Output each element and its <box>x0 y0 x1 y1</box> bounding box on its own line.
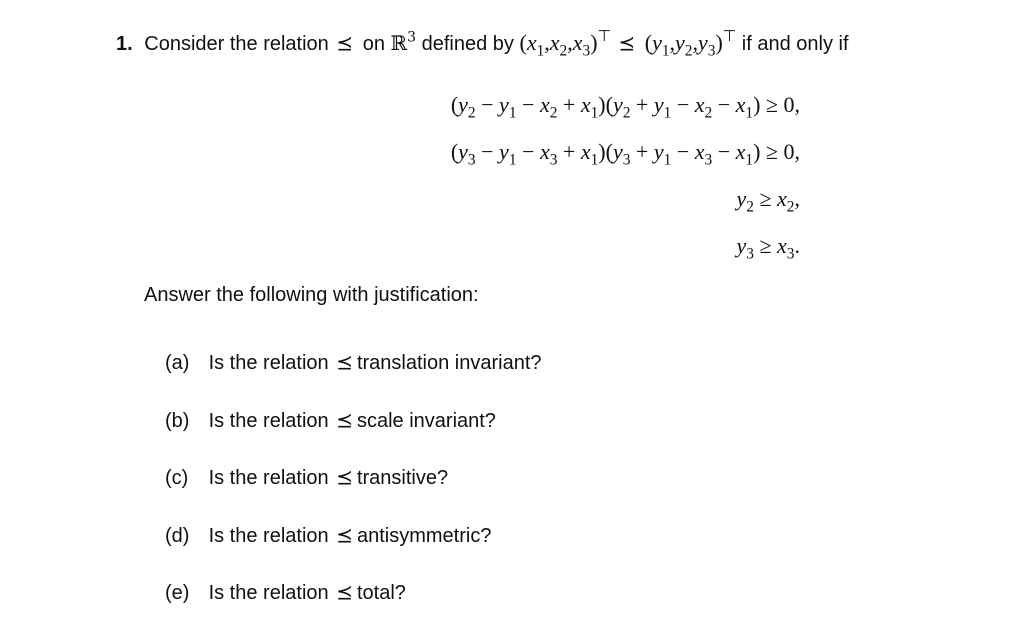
part-suffix: total? <box>356 582 406 604</box>
part-b <box>165 408 542 466</box>
condition-2: $(y_3 - y_1 - x_3 + x_1)(y_3 + y_1 - x_3 - x_1) \ge 0$, <box>450 139 800 169</box>
part-suffix: transitive? <box>356 467 449 489</box>
preceq-symbol: ⪯ <box>336 580 353 604</box>
condition-1: $(y_2 - y_1 - x_2 + x_1)(y_2 + y_1 - x_2 - x_1) \ge 0$, <box>450 92 800 122</box>
part-e <box>165 580 542 638</box>
part-suffix: translation invariant? <box>356 352 542 374</box>
part-prefix: Is the relation <box>208 352 329 374</box>
preceq-symbol: ⪯ <box>336 465 353 489</box>
part-a <box>165 350 542 408</box>
part-suffix: antisymmetric? <box>356 524 492 547</box>
iff-text: if and only if <box>741 33 849 55</box>
relation-expression: $(x_1,x_2,x_3)^⊤$ ⪯ $(y_1,y_2,y_3)^⊤$ <box>519 27 737 60</box>
on-text: on <box>362 33 385 55</box>
part-prefix: Is the relation <box>208 582 329 604</box>
real-numbers-symbol: ℝ$^3$ <box>390 29 417 55</box>
question-parts <box>165 350 542 638</box>
defined-by-text: defined by <box>421 33 514 55</box>
preceq-symbol: ⪯ <box>336 31 354 55</box>
problem-lead-text: Consider the relation <box>144 33 329 55</box>
part-d <box>165 523 542 581</box>
part-label: (b) <box>165 409 190 432</box>
part-label: (c) <box>165 467 189 489</box>
part-prefix: Is the relation <box>208 524 329 547</box>
part-label: (a) <box>165 352 190 374</box>
condition-4: $y_3 \ge x_3$. <box>736 233 800 263</box>
problem-number: 1. <box>116 33 133 55</box>
conditions-display <box>451 86 800 274</box>
preceq-symbol: ⪯ <box>336 522 353 547</box>
preceq-symbol: ⪯ <box>336 350 353 374</box>
problem-statement <box>116 27 849 60</box>
part-prefix: Is the relation <box>208 409 329 432</box>
part-label: (e) <box>165 582 190 604</box>
answer-prompt: Answer the following with justification: <box>144 284 479 306</box>
preceq-symbol: ⪯ <box>336 407 353 432</box>
part-suffix: scale invariant? <box>356 409 496 432</box>
part-prefix: Is the relation <box>208 467 329 489</box>
part-c <box>165 465 542 523</box>
part-label: (d) <box>165 524 190 547</box>
condition-3: $y_2 \ge x_2$, <box>736 186 800 216</box>
